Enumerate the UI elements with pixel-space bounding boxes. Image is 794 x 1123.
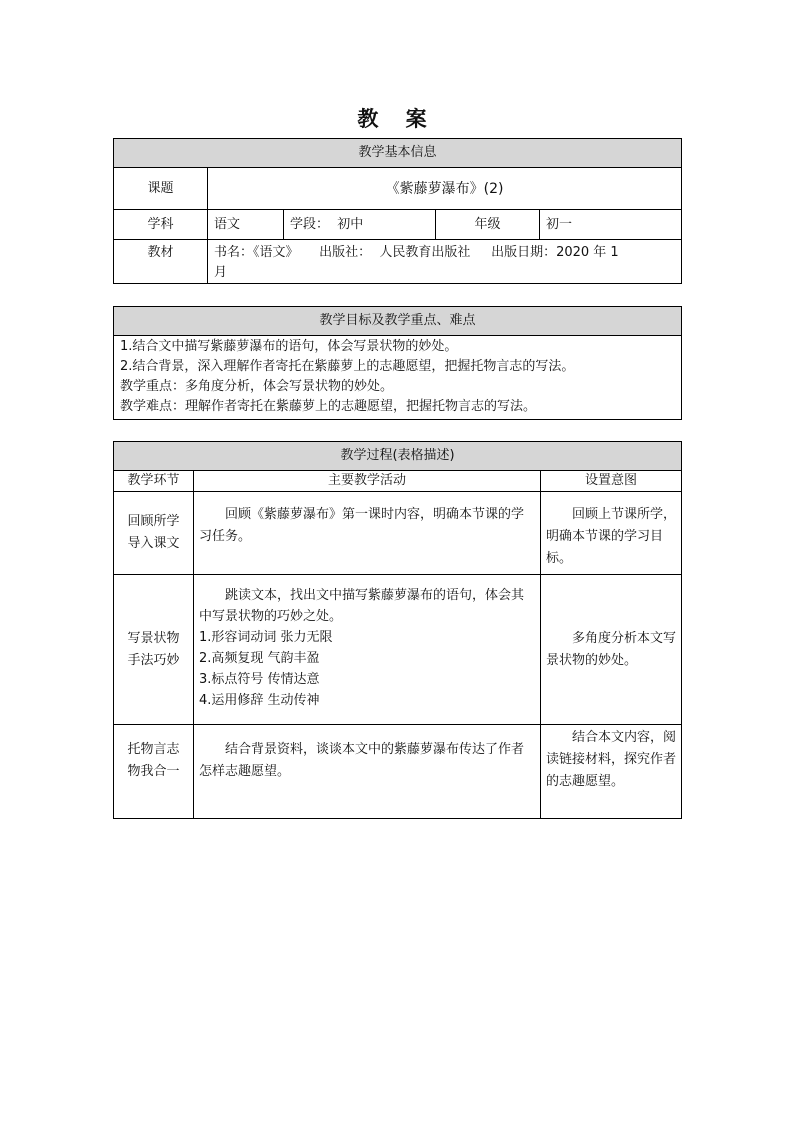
stage-cell [114, 492, 194, 575]
stage-cell [284, 210, 436, 240]
stage-cell [114, 725, 194, 819]
topic-value: 《紫藤萝瀑布》(2) [208, 168, 682, 210]
basic-info-table [113, 138, 682, 284]
objective-line: 2.结合背景，深入理解作者寄托在紫藤萝上的志趣愿望，把握托物言志的写法。 [120, 359, 575, 374]
stage-text: 写景状物 [127, 630, 180, 646]
table-row [114, 575, 682, 725]
objectives-body [114, 336, 682, 420]
stage-text: 手法巧妙 [127, 652, 180, 668]
textbook-value [208, 240, 682, 284]
activity-text: 跳读文本，找出文中描写紫藤萝瀑布的语句，体会其中写景状物的巧妙之处。 [199, 588, 525, 624]
stage-text: 导入课文 [127, 536, 180, 551]
stage-cell [114, 575, 194, 725]
intent-text: 回顾上节课所学，明确本节课的学习目标。 [546, 507, 677, 566]
objectives-header: 教学目标及教学重点、难点 [114, 307, 682, 336]
stage-text: 物我合一 [127, 764, 180, 779]
difficulty-line: 教学难点：理解作者寄托在紫藤萝上的志趣愿望，把握托物言志的写法。 [120, 399, 537, 414]
basic-info-header: 教学基本信息 [114, 139, 682, 168]
grade-label: 年级 [436, 210, 540, 240]
intent-cell [541, 492, 682, 575]
subject-value: 语文 [208, 210, 284, 240]
stage-label: 学段： [290, 216, 330, 232]
col-header-intent: 设置意图 [541, 471, 682, 492]
activity-cell [194, 492, 541, 575]
activity-cell [194, 725, 541, 819]
intent-cell [541, 575, 682, 725]
activity-item: 1.形容词动词 张力无限 [199, 630, 333, 645]
table-row [114, 492, 682, 575]
intent-text: 多角度分析本文写景状物的妙处。 [546, 630, 677, 668]
intent-cell [541, 725, 682, 819]
objectives-table [113, 306, 682, 420]
activity-item: 2.高频复现 气韵丰盈 [199, 651, 320, 666]
key-point-line: 教学重点：多角度分析，体会写景状物的妙处。 [120, 379, 394, 394]
textbook-value-line2: 月 [214, 265, 228, 280]
col-header-activity: 主要教学活动 [194, 471, 541, 492]
activity-cell [194, 575, 541, 725]
stage-value: 初中 [337, 216, 364, 232]
grade-value: 初一 [540, 210, 682, 240]
process-header: 教学过程(表格描述) [114, 442, 682, 471]
objective-line: 1.结合文中描写紫藤萝瀑布的语句，体会写景状物的妙处。 [120, 339, 458, 354]
stage-text: 托物言志 [127, 742, 180, 757]
activity-item: 3.标点符号 传情达意 [199, 672, 320, 687]
process-table [113, 441, 682, 819]
textbook-label: 教材 [114, 240, 208, 284]
document-title: 教 案 [357, 106, 437, 131]
subject-label: 学科 [114, 210, 208, 240]
intent-text: 结合本文内容，阅读链接材料，探究作者的志趣愿望。 [546, 730, 677, 789]
activity-text: 结合背景资料，谈谈本文中的紫藤萝瀑布传达了作者怎样志趣愿望。 [199, 742, 525, 779]
table-row [114, 725, 682, 819]
stage-text: 回顾所学 [127, 514, 180, 529]
activity-item: 4.运用修辞 生动传神 [199, 693, 320, 708]
topic-label: 课题 [114, 168, 208, 210]
textbook-value-line1: 书名：《语文》 出版社： 人民教育出版社 出版日期：2020 年 1 [214, 245, 619, 260]
activity-text: 回顾《紫藤萝瀑布》第一课时内容，明确本节课的学习任务。 [199, 507, 525, 544]
col-header-stage: 教学环节 [114, 471, 194, 492]
